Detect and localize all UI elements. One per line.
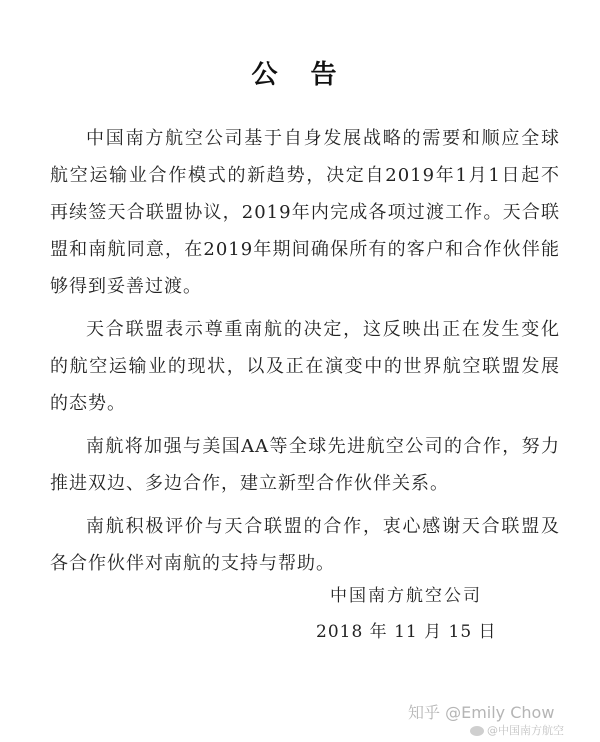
paragraph-4: 南航积极评价与天合联盟的合作，衷心感谢天合联盟及各合作伙伴对南航的支持与帮助。 xyxy=(50,516,560,574)
paragraph-1: 中国南方航空公司基于自身发展战略的需要和顺应全球航空运输业合作模式的新趋势，决定自2019年1月1日起不再续签天合联盟协议，2019年内完成各项过渡工作。天合联盟和南航同意，在2019年期间确保所有的客户和合作伙伴能够得到妥善过渡。 xyxy=(50,128,560,297)
notice-title: 公 告 xyxy=(251,60,349,90)
notice-body xyxy=(50,120,560,588)
signature-company: 中国南方航空公司 xyxy=(330,586,482,606)
weibo-icon xyxy=(470,726,484,736)
paragraph-3: 南航将加强与美国AA等全球先进航空公司的合作，努力推进双边、多边合作，建立新型合作伙伴关系。 xyxy=(50,436,560,494)
weibo-watermark-text: @中国南方航空 xyxy=(487,724,564,737)
weibo-watermark xyxy=(470,722,564,738)
signature-date: 2018 年 11 月 15 日 xyxy=(316,622,497,642)
paragraph-2: 天合联盟表示尊重南航的决定，这反映出正在发生变化的航空运输业的现状，以及正在演变中的世界航空联盟发展的态势。 xyxy=(50,319,560,414)
signature-block xyxy=(316,582,530,646)
zhihu-watermark: 知乎 @Emily Chow xyxy=(408,703,555,722)
